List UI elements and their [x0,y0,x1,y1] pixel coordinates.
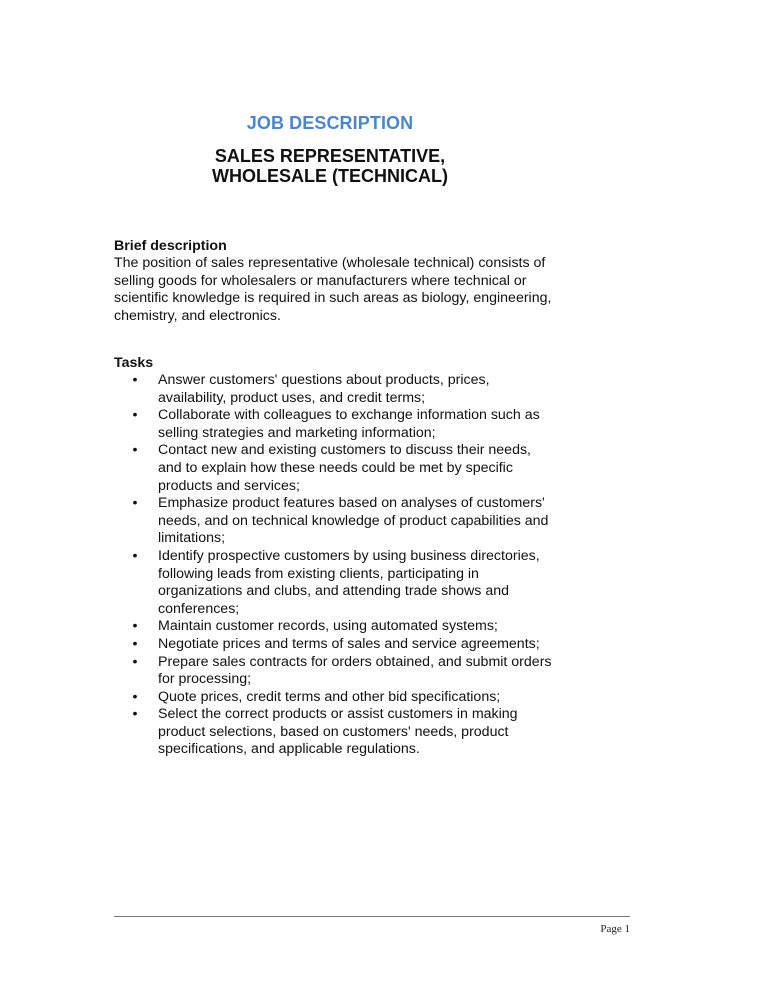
task-item [114,689,554,707]
task-item [114,442,554,495]
task-text-line: organizations and clubs, and attending trade shows and [158,583,509,600]
task-text-line: limitations; [158,530,226,547]
task-text-line: following leads from existing clients, participating in [158,565,479,582]
task-item [114,548,554,618]
task-item [114,636,554,654]
bullet-icon: • [132,495,138,512]
task-text-line: conferences; [158,600,240,617]
task-text-line: Select the correct products or assist customers in making [158,706,518,723]
tasks-heading: Tasks [114,355,154,371]
brief-description-body [114,255,554,325]
document-kicker: JOB DESCRIPTION [246,113,414,133]
bullet-icon: • [132,653,138,670]
brief-line: The position of sales representative (wholesale technical) consists of [114,255,546,271]
brief-description-heading: Brief description [114,238,227,254]
job-title-line-1: SALES REPRESENTATIVE, [214,146,446,166]
document-header [0,112,660,186]
brief-line: scientific knowledge is required in such areas as biology, engineering, [114,290,552,307]
task-text-line: product selections, based on customers' needs, product [158,723,509,740]
task-text-line: Contact new and existing customers to discuss their needs, [158,442,532,459]
bullet-icon: • [132,407,138,424]
page-number: Page 1 [600,923,630,935]
task-item [114,706,554,759]
task-item [114,654,554,689]
task-text-line: needs, and on technical knowledge of product capabilities and [158,512,549,529]
job-title [0,146,660,186]
task-item [114,372,554,407]
bullet-icon: • [132,618,138,635]
task-text-line: Quote prices, credit terms and other bid specifications; [158,688,501,705]
task-text-line: for processing; [158,671,252,688]
task-text-line: availability, product uses, and credit terms; [158,389,426,406]
bullet-icon: • [132,706,138,723]
job-title-line-2: WHOLESALE (TECHNICAL) [212,166,448,186]
task-text-line: Negotiate prices and terms of sales and service agreements; [158,635,540,652]
task-item [114,495,554,548]
tasks-section [114,354,554,759]
task-text-line: Answer customers' questions about products, prices, [158,372,490,388]
brief-description-section [114,237,554,325]
footer-divider [114,916,630,917]
task-list [114,372,554,759]
brief-line: selling goods for wholesalers or manufacturers where technical or [114,272,527,289]
task-item [114,618,554,636]
task-text-line: Maintain customer records, using automated systems; [158,618,498,635]
bullet-icon: • [132,635,138,652]
task-text-line: Prepare sales contracts for orders obtained, and submit orders [158,653,552,670]
brief-line: chemistry, and electronics. [114,307,281,324]
task-text-line: Emphasize product features based on analyses of customers' [158,495,545,512]
task-text-line: and to explain how these needs could be met by specific [158,459,513,476]
task-text-line: Collaborate with colleagues to exchange information such as [158,407,540,424]
task-text-line: Identify prospective customers by using business directories, [158,547,540,564]
bullet-icon: • [132,547,138,564]
task-text-line: specifications, and applicable regulations. [158,741,420,758]
task-text-line: selling strategies and marketing information; [158,424,436,441]
task-text-line: products and services; [158,477,300,494]
bullet-icon: • [132,372,138,388]
task-item [114,407,554,442]
bullet-icon: • [132,442,138,459]
bullet-icon: • [132,688,138,705]
